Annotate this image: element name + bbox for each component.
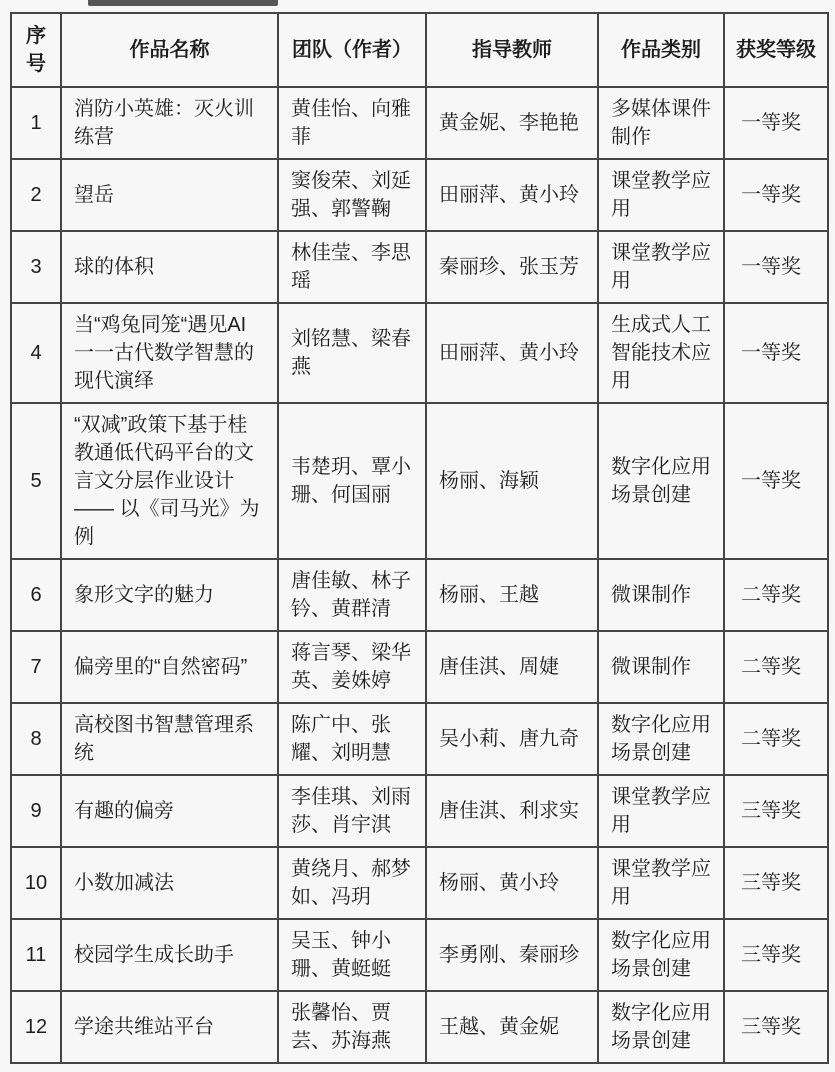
cell-title: 球的体积 (61, 231, 278, 303)
cell-team: 李佳琪、刘雨莎、肖宇淇 (278, 775, 426, 847)
cell-category: 数字化应用场景创建 (598, 991, 724, 1063)
cell-advisors: 唐佳淇、利求实 (426, 775, 598, 847)
awards-table-container (10, 12, 827, 1064)
cell-advisors: 杨丽、王越 (426, 559, 598, 631)
column-header-index: 序号 (11, 13, 61, 87)
cell-award: 一等奖 (724, 231, 828, 303)
table-row (11, 847, 828, 919)
cell-team: 林佳莹、李思瑶 (278, 231, 426, 303)
cell-index: 6 (11, 559, 61, 631)
cell-team: 唐佳敏、林子钤、黄群清 (278, 559, 426, 631)
table-body (11, 87, 828, 1063)
cell-team: 黄绕月、郝梦如、冯玥 (278, 847, 426, 919)
cell-category: 课堂教学应用 (598, 775, 724, 847)
cell-advisors: 杨丽、海颖 (426, 403, 598, 559)
cell-title: 学途共维站平台 (61, 991, 278, 1063)
cell-award: 一等奖 (724, 159, 828, 231)
cell-title: 偏旁里的“自然密码” (61, 631, 278, 703)
cell-category: 课堂教学应用 (598, 847, 724, 919)
cell-category: 微课制作 (598, 559, 724, 631)
cell-advisors: 黄金妮、李艳艳 (426, 87, 598, 159)
cell-award: 三等奖 (724, 919, 828, 991)
cell-title: 有趣的偏旁 (61, 775, 278, 847)
cell-award: 一等奖 (724, 87, 828, 159)
cell-advisors: 唐佳淇、周婕 (426, 631, 598, 703)
cell-team: 黄佳怡、向雅菲 (278, 87, 426, 159)
cell-index: 4 (11, 303, 61, 403)
cell-title: 小数加减法 (61, 847, 278, 919)
table-row (11, 159, 828, 231)
table-row (11, 559, 828, 631)
cell-title: 望岳 (61, 159, 278, 231)
cell-team: 吴玉、钟小珊、黄蜓蜓 (278, 919, 426, 991)
cell-index: 3 (11, 231, 61, 303)
header-row (11, 13, 828, 87)
table-row (11, 919, 828, 991)
cell-advisors: 田丽萍、黄小玲 (426, 303, 598, 403)
cell-index: 11 (11, 919, 61, 991)
cell-advisors: 杨丽、黄小玲 (426, 847, 598, 919)
column-header-category: 作品类别 (598, 13, 724, 87)
cell-category: 课堂教学应用 (598, 231, 724, 303)
cell-team: 刘铭慧、梁春燕 (278, 303, 426, 403)
cell-index: 8 (11, 703, 61, 775)
cell-index: 12 (11, 991, 61, 1063)
cell-category: 生成式人工智能技术应用 (598, 303, 724, 403)
table-row (11, 231, 828, 303)
cell-advisors: 李勇刚、秦丽珍 (426, 919, 598, 991)
table-row (11, 303, 828, 403)
table-row (11, 775, 828, 847)
cell-index: 2 (11, 159, 61, 231)
cell-advisors: 王越、黄金妮 (426, 991, 598, 1063)
cell-award: 三等奖 (724, 775, 828, 847)
cell-team: 韦楚玥、覃小珊、何国丽 (278, 403, 426, 559)
cropped-top-element-fragment (88, 0, 278, 6)
cell-index: 1 (11, 87, 61, 159)
cell-index: 5 (11, 403, 61, 559)
cell-index: 10 (11, 847, 61, 919)
cell-category: 课堂教学应用 (598, 159, 724, 231)
cell-title: 当“鸡兔同笼“遇见AI 一一古代数学智慧的现代演绎 (61, 303, 278, 403)
cell-award: 二等奖 (724, 559, 828, 631)
table-row (11, 631, 828, 703)
cell-category: 数字化应用场景创建 (598, 703, 724, 775)
cell-category: 数字化应用场景创建 (598, 403, 724, 559)
cell-award: 一等奖 (724, 303, 828, 403)
cell-category: 数字化应用场景创建 (598, 919, 724, 991)
table-row (11, 703, 828, 775)
cell-advisors: 秦丽珍、张玉芳 (426, 231, 598, 303)
cell-advisors: 田丽萍、黄小玲 (426, 159, 598, 231)
cell-title: 校园学生成长助手 (61, 919, 278, 991)
column-header-title: 作品名称 (61, 13, 278, 87)
cell-index: 7 (11, 631, 61, 703)
awards-table (10, 12, 829, 1064)
cell-team: 窦俊荣、刘延强、郭警鞠 (278, 159, 426, 231)
cell-category: 微课制作 (598, 631, 724, 703)
cell-category: 多媒体课件制作 (598, 87, 724, 159)
table-row (11, 991, 828, 1063)
cell-award: 一等奖 (724, 403, 828, 559)
column-header-advisors: 指导教师 (426, 13, 598, 87)
cell-award: 二等奖 (724, 631, 828, 703)
cell-team: 陈广中、张耀、刘明慧 (278, 703, 426, 775)
cell-advisors: 吴小莉、唐九奇 (426, 703, 598, 775)
column-header-team: 团队（作者） (278, 13, 426, 87)
cell-index: 9 (11, 775, 61, 847)
cell-award: 三等奖 (724, 991, 828, 1063)
table-row (11, 87, 828, 159)
cell-title: 高校图书智慧管理系统 (61, 703, 278, 775)
cell-award: 二等奖 (724, 703, 828, 775)
cell-team: 张馨怡、贾芸、苏海燕 (278, 991, 426, 1063)
cell-team: 蒋言琴、梁华英、姜姝婷 (278, 631, 426, 703)
cell-title: 消防小英雄：灭火训练营 (61, 87, 278, 159)
column-header-award: 获奖等级 (724, 13, 828, 87)
cell-title: “双减”政策下基于桂教通低代码平台的文言文分层作业设计 —— 以《司马光》为例 (61, 403, 278, 559)
cell-award: 三等奖 (724, 847, 828, 919)
cell-title: 象形文字的魅力 (61, 559, 278, 631)
table-row (11, 403, 828, 559)
